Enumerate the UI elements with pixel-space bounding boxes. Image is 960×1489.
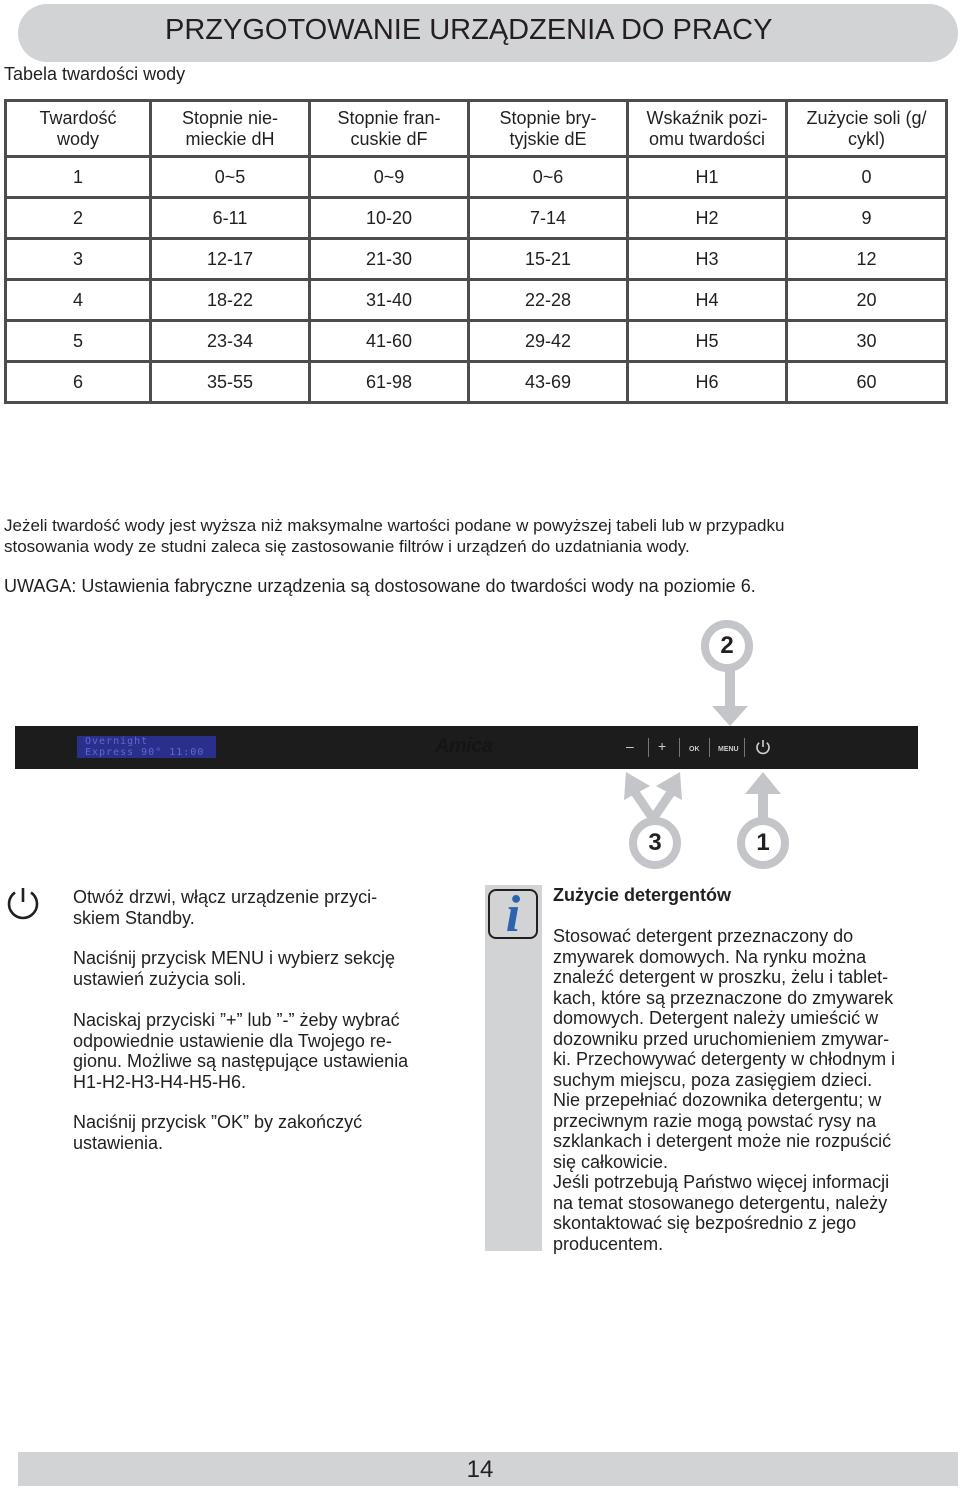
instruction-line: skiem Standby. [73,907,195,928]
instruction-line: ustawienia. [73,1132,164,1153]
brand-logo: Amica [435,735,493,757]
header-cell: Wskaźnik pozi- omu twardości [628,101,787,157]
info-line: domowych. Detergent należy umieścić w [553,1008,879,1028]
detergent-title: Zużycie detergentów [553,885,732,905]
instruction-line: Otwóż drzwi, włącz urządzenie przyci- [73,887,378,907]
instruction-step-2 [73,948,473,989]
table-cell: H1 [628,157,787,198]
info-line: suchym miejscu, poza zasięgiem dzieci. [553,1069,873,1090]
table-header-row [6,101,947,157]
key-divider [648,738,649,757]
info-icon-letter: i [505,886,521,943]
table-cell: 23-34 [151,321,310,362]
table-cell: 18-22 [151,280,310,321]
info-line: znaleźć detergent w proszku, żelu i tablet- [553,967,889,987]
table-cell: 61-98 [310,362,469,403]
table-cell: H2 [628,198,787,239]
table-cell: 5 [6,321,151,362]
header-cell: Stopnie bry- tyjskie dE [469,101,628,157]
table-cell: 29-42 [469,321,628,362]
table-cell: 0~9 [310,157,469,198]
info-line: przeciwnym razie mogą powstać rysy na [553,1110,877,1131]
table-cell: 9 [787,198,947,239]
panel-display [77,736,216,758]
header-cell: Zużycie soli (g/ cykl) [787,101,947,157]
table-cell: 0~5 [151,157,310,198]
info-line: zmywarek domowych. Na rynku można [553,946,867,967]
instruction-line: Naciskaj przyciski ”+” lub ”-” żeby wybrać [73,1010,400,1030]
table-cell: 6 [6,362,151,403]
table-cell: 12 [787,239,947,280]
table-cell: 22-28 [469,280,628,321]
table-cell: 3 [6,239,151,280]
table-row [6,321,947,362]
power-button[interactable] [755,739,771,755]
detergent-text [553,926,953,1254]
table-row [6,280,947,321]
callout-badge-2: 2 [701,620,753,672]
display-line: Express 90° 11:00 [85,747,205,758]
instruction-line: Naciśnij przycisk MENU i wybierz sekcję [73,948,396,968]
page-number: 14 [466,1456,494,1483]
key-divider [679,738,680,757]
info-line: skontaktować się bezpośrednio z jego [553,1213,857,1233]
instruction-line: ustawień zużycia soli. [73,968,247,989]
table-cell: H3 [628,239,787,280]
info-line: kach, które są przeznaczone do zmywarek [553,987,894,1008]
table-cell: H6 [628,362,787,403]
info-line: na temat stosowanego detergentu, należy [553,1192,888,1213]
table-cell: 2 [6,198,151,239]
table-row [6,157,947,198]
ok-button[interactable]: OK [689,746,700,753]
instruction-step-3 [73,1010,473,1092]
instruction-step-1 [73,887,473,928]
table-caption: Tabela twardości wody [4,64,186,84]
standby-icon [5,885,41,923]
table-cell: 30 [787,321,947,362]
table-cell: 43-69 [469,362,628,403]
instruction-line: odpowiednie ustawienie dla Twojego re- [73,1030,392,1051]
info-line: dozowniku przed uruchomieniem zmywar- [553,1028,890,1049]
power-icon [757,740,769,753]
table-cell: 7-14 [469,198,628,239]
menu-button[interactable]: MENU [718,746,739,753]
table-cell: 10-20 [310,198,469,239]
table-cell: H4 [628,280,787,321]
table-row [6,362,947,403]
header-cell: Stopnie nie- mieckie dH [151,101,310,157]
instruction-line: Naciśnij przycisk ”OK” by zakończyć [73,1112,363,1132]
table-cell: 1 [6,157,151,198]
hardness-note [4,515,954,557]
info-line: Stosować detergent przeznaczony do [553,926,854,946]
table-cell: 0 [787,157,947,198]
water-hardness-table [4,99,948,404]
table-row [6,198,947,239]
table-cell: 31-40 [310,280,469,321]
header-cell: Twardość wody [6,101,151,157]
table-cell: 6-11 [151,198,310,239]
plus-button[interactable]: + [658,738,667,754]
info-line: producentem. [553,1233,664,1254]
instruction-line: gionu. Możliwe są następujące ustawienia [73,1051,409,1071]
table-cell: 20 [787,280,947,321]
table-cell: 12-17 [151,239,310,280]
instruction-line: H1-H2-H3-H4-H5-H6. [73,1071,247,1092]
table-cell: 60 [787,362,947,403]
table-cell: 35-55 [151,362,310,403]
table-cell: 41-60 [310,321,469,362]
table-cell: 21-30 [310,239,469,280]
callout-badge-1: 1 [737,817,789,869]
note-line: stosowania wody ze studni zaleca się zastosowanie filtrów i urządzeń do uzdatniania wody. [4,537,690,556]
display-line: Overnight [85,736,149,747]
key-divider [709,738,710,757]
info-line: szklankach i detergent może nie rozpuścić [553,1131,892,1151]
factory-setting-warning: UWAGA: Ustawienia fabryczne urządzenia są dostosowane do twardości wody na poziomie 6. [4,576,756,596]
instruction-step-4 [73,1112,473,1153]
info-icon [488,886,538,943]
control-panel [15,726,918,769]
table-cell: 4 [6,280,151,321]
key-divider [744,738,745,757]
info-line: ki. Przechowywać detergenty w chłodnym i [553,1049,896,1069]
info-line: Nie przepełniać dozownika detergentu; w [553,1090,882,1110]
table-row [6,239,947,280]
table-cell: H5 [628,321,787,362]
page-title: PRZYGOTOWANIE URZĄDZENIA DO PRACY [165,14,773,46]
note-line: Jeżeli twardość wody jest wyższa niż maksymalne wartości podane w powyższej tabeli lub w przypadku [4,516,785,535]
minus-button[interactable]: – [626,738,634,754]
info-line: się całkowicie. [553,1151,669,1172]
callout-badge-3: 3 [629,817,681,869]
header-cell: Stopnie fran- cuskie dF [310,101,469,157]
info-line: Jeśli potrzebują Państwo więcej informacji [553,1172,890,1192]
table-cell: 0~6 [469,157,628,198]
table-cell: 15-21 [469,239,628,280]
